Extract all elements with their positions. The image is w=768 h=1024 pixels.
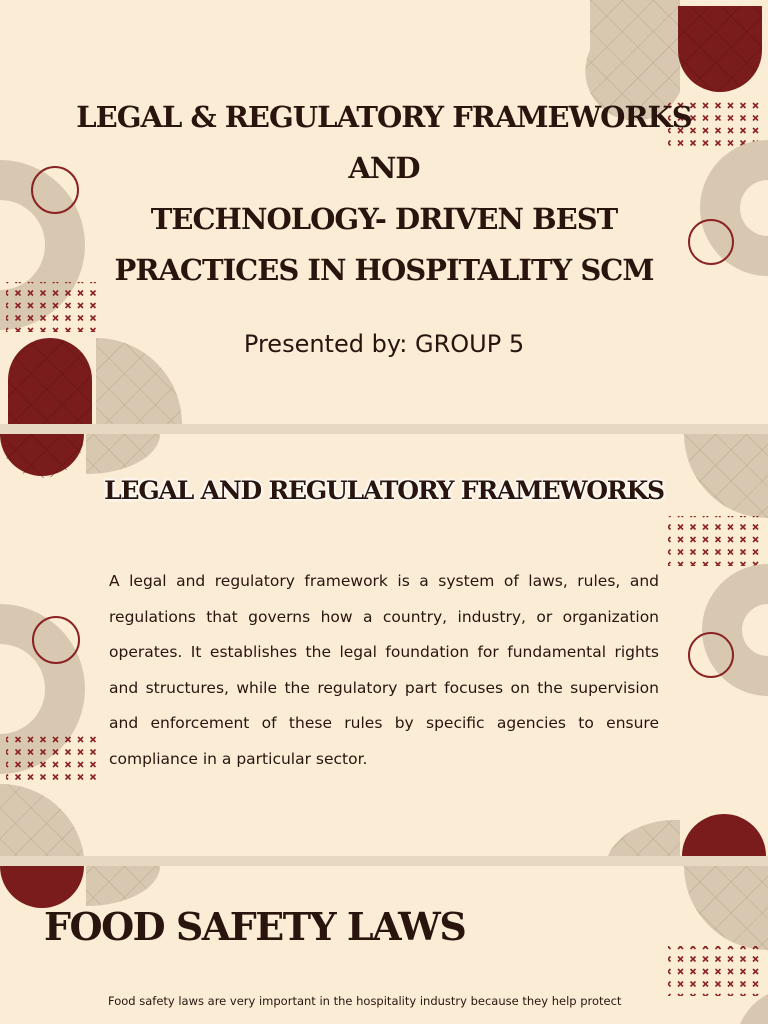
section-body: Food safety laws are very important in the hospitality industry because they help protect bbox=[108, 994, 622, 1008]
grid-semicircle-shape-right bbox=[684, 866, 768, 950]
title-line: TECHNOLOGY- DRIVEN BEST bbox=[150, 202, 618, 236]
grid-semicircle-shape bbox=[86, 434, 160, 474]
presentation-title bbox=[60, 92, 708, 296]
tan-ring-shape bbox=[700, 140, 768, 276]
grid-semicircle-shape-left bbox=[0, 784, 84, 856]
section-title: LEGAL AND REGULATORY FRAMEWORKS bbox=[104, 476, 664, 505]
slide-food-safety bbox=[0, 866, 768, 1024]
cross-pattern-left bbox=[6, 730, 100, 780]
red-arch-shape bbox=[0, 434, 84, 478]
grid-semicircle-shape-bottom bbox=[608, 820, 680, 856]
red-arch-shape bbox=[0, 866, 84, 908]
section-title: FOOD SAFETY LAWS bbox=[44, 904, 466, 949]
title-line: AND bbox=[348, 151, 420, 185]
cross-pattern bbox=[668, 946, 762, 996]
slide-title bbox=[0, 0, 768, 424]
presented-by: Presented by: GROUP 5 bbox=[243, 330, 525, 358]
title-line: LEGAL & REGULATORY FRAMEWORKS bbox=[76, 100, 692, 134]
cross-pattern bbox=[668, 516, 762, 566]
title-line: PRACTICES IN HOSPITALITY SCM bbox=[114, 253, 654, 287]
slide-legal-frameworks bbox=[0, 434, 768, 856]
grid-semicircle-shape bbox=[86, 866, 160, 906]
red-arch-shape-bottom bbox=[682, 814, 766, 856]
red-arch-shape bbox=[678, 6, 762, 92]
tan-ring-shape bbox=[740, 994, 768, 1024]
section-body: A legal and regulatory framework is a system of laws, rules, and regulations that governs how a country, industry, or organization operates. It establishes the legal foundation for fundamental rights and structures, while the regulatory part focuses on the supervision and enforcement of these rules by specific agencies to ensure compliance in a particular sector. bbox=[109, 572, 659, 768]
